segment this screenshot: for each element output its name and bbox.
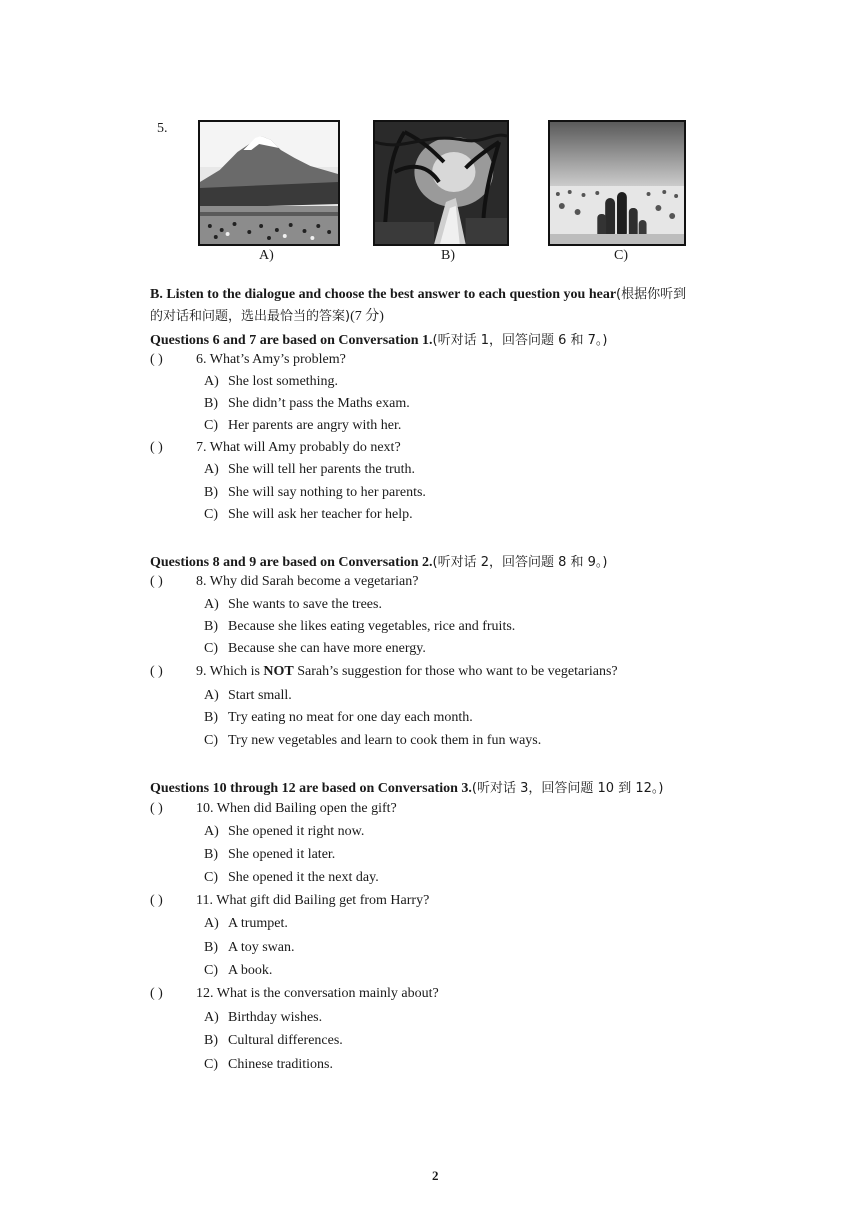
question-7-option-b: B) She will say nothing to her parents. xyxy=(204,485,426,500)
question-12-option-b: B) Cultural differences. xyxy=(204,1033,343,1048)
question-5-number: 5. xyxy=(157,121,168,136)
answer-blank[interactable]: ( ) xyxy=(150,801,163,816)
question-9-option-a: A) Start small. xyxy=(204,688,292,703)
forest-stream-image xyxy=(373,120,509,246)
desert-cactus-image xyxy=(548,120,686,246)
question-11-option-b: B) A toy swan. xyxy=(204,940,295,955)
question-9-option-c: C) Try new vegetables and learn to cook them in fun ways. xyxy=(204,733,542,748)
answer-blank[interactable]: ( ) xyxy=(150,440,163,455)
question-9-option-b: B) Try eating no meat for one day each month. xyxy=(204,710,473,725)
answer-blank[interactable]: ( ) xyxy=(150,664,163,679)
question-10-option-b: B) She opened it later. xyxy=(204,847,336,862)
question-9: ( ) 9. Which is NOT Sarah’s suggestion for those who want to be vegetarians? xyxy=(150,664,618,679)
answer-blank[interactable]: ( ) xyxy=(150,986,163,1001)
question-6-option-b: B) She didn’t pass the Maths exam. xyxy=(204,396,410,411)
section-b-heading: B. Listen to the dialogue and choose the best answer to each question you hear(根据你听到 xyxy=(150,287,687,302)
question-8-option-b: B) Because she likes eating vegetables, rice and fruits. xyxy=(204,619,516,634)
answer-blank[interactable]: ( ) xyxy=(150,352,163,367)
mountain-landscape-image xyxy=(198,120,340,246)
question-7-option-a: A) She will tell her parents the truth. xyxy=(204,462,416,477)
question-12-option-c: C) Chinese traditions. xyxy=(204,1057,333,1072)
answer-blank[interactable]: ( ) xyxy=(150,574,163,589)
question-12: ( ) 12. What is the conversation mainly about? xyxy=(150,986,439,1001)
question-12-option-a: A) Birthday wishes. xyxy=(204,1010,323,1025)
option-c-label: C) xyxy=(614,248,628,263)
question-6: ( ) 6. What’s Amy’s problem? xyxy=(150,352,346,367)
question-11: ( ) 11. What gift did Bailing get from Harry? xyxy=(150,893,430,908)
question-10: ( ) 10. When did Bailing open the gift? xyxy=(150,801,397,816)
conversation-3-title: Questions 10 through 12 are based on Conversation 3.(听对话 3，回答问题 10 到 12。) xyxy=(150,781,664,796)
page-number: 2 xyxy=(432,1168,439,1183)
question-8-option-a: A) She wants to save the trees. xyxy=(204,597,382,612)
answer-blank[interactable]: ( ) xyxy=(150,893,163,908)
option-a-label: A) xyxy=(259,248,274,263)
conversation-2-title: Questions 8 and 9 are based on Conversation 2.(听对话 2，回答问题 8 和 9。) xyxy=(150,555,608,570)
option-b-label: B) xyxy=(441,248,455,263)
question-7: ( ) 7. What will Amy probably do next? xyxy=(150,440,401,455)
question-6-option-a: A) She lost something. xyxy=(204,374,339,389)
section-b-heading-cont: 的对话和问题，选出最恰当的答案)(7 分) xyxy=(150,309,384,324)
question-7-option-c: C) She will ask her teacher for help. xyxy=(204,507,413,522)
question-6-option-c: C) Her parents are angry with her. xyxy=(204,418,402,433)
question-8: ( ) 8. Why did Sarah become a vegetarian? xyxy=(150,574,419,589)
question-10-option-c: C) She opened it the next day. xyxy=(204,870,379,885)
question-11-option-c: C) A book. xyxy=(204,963,273,978)
question-11-option-a: A) A trumpet. xyxy=(204,916,288,931)
conversation-1-title: Questions 6 and 7 are based on Conversation 1.(听对话 1，回答问题 6 和 7。) xyxy=(150,333,608,348)
question-8-option-c: C) Because she can have more energy. xyxy=(204,641,426,656)
question-10-option-a: A) She opened it right now. xyxy=(204,824,365,839)
